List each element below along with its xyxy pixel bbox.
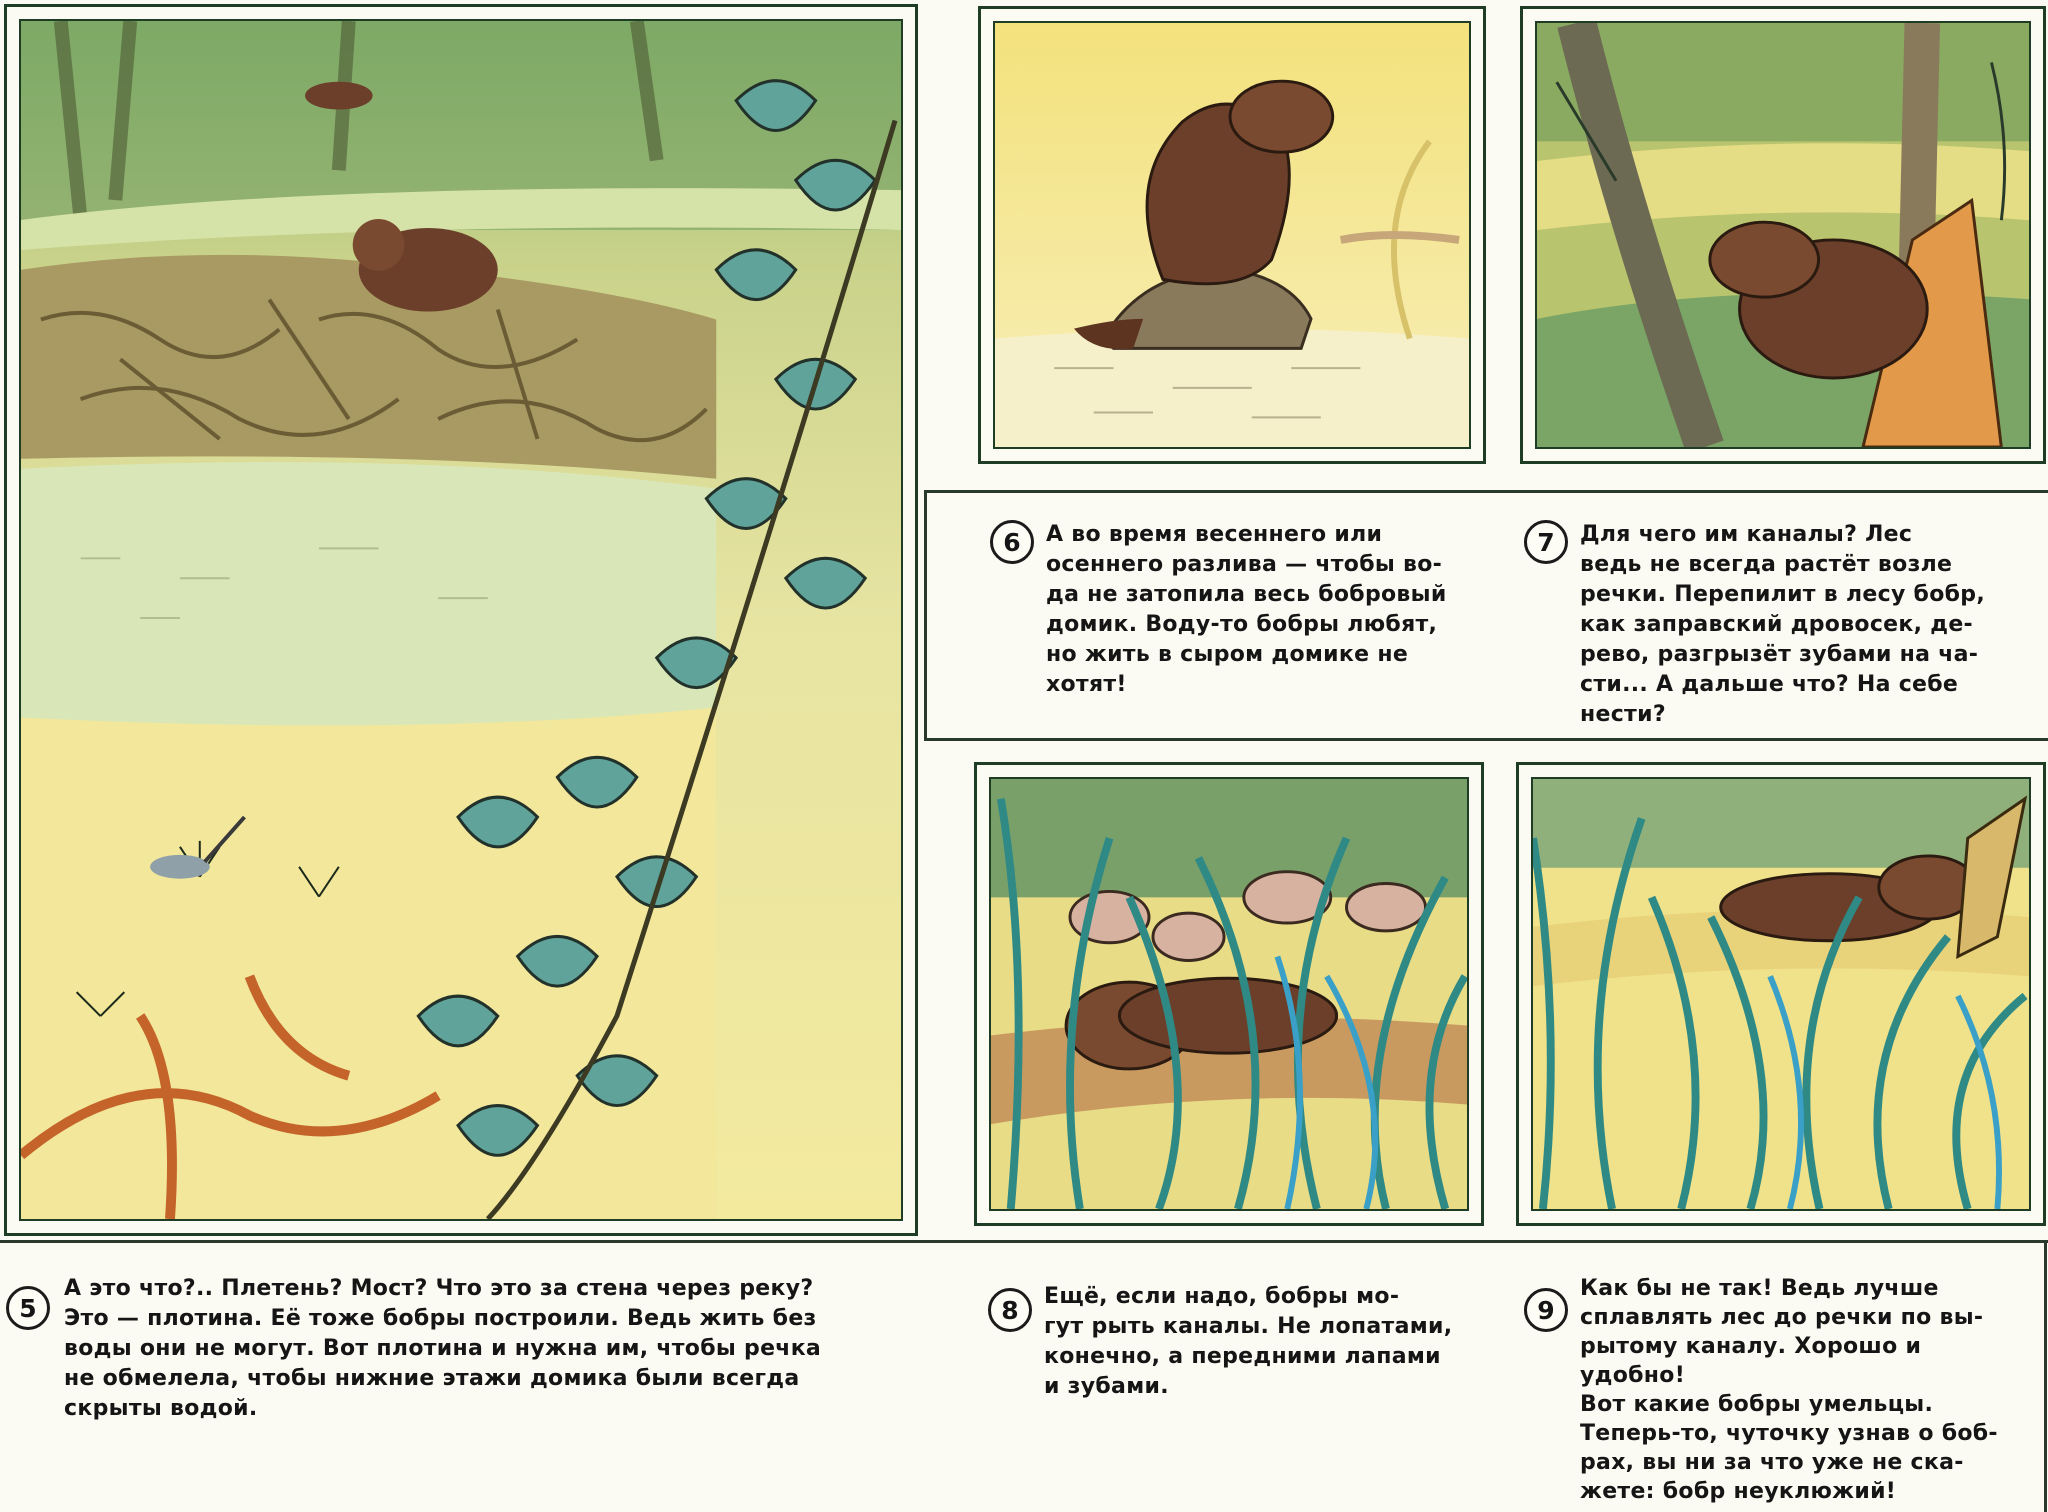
caption-7: [1524, 520, 2030, 730]
illustration-panel-6: [978, 6, 1486, 464]
illustration-dam-river: [19, 19, 903, 1221]
divider-top: [924, 490, 2048, 493]
caption-9-text: Как бы не так! Ведь лучше сплавлять лес до речки по вы- рытому каналу. Хорошо и удобно! Вот какие бобры умельцы. Теперь-то, чуточку узнав о боб- рах, вы ни за что уже не ска- жете: бобр неуклюжий!: [1580, 1276, 1998, 1504]
divider-left: [924, 490, 927, 741]
caption-6: [990, 520, 1498, 720]
panel-number-5: 5: [6, 1286, 50, 1330]
panel-number-7: 7: [1524, 520, 1568, 564]
divider-middle: [924, 738, 2048, 741]
illustration-panel-5: [4, 4, 918, 1236]
divider-bottom: [0, 1240, 2048, 1243]
illustration-panel-9: [1516, 762, 2046, 1226]
illustration-panel-7: [1520, 6, 2046, 464]
illustration-beaver-swimming-canal: [1531, 777, 2031, 1211]
illustration-beaver-on-stump: [993, 21, 1471, 449]
caption-5: [6, 1274, 918, 1474]
caption-6-text: А во время весеннего или осеннего разлива — чтобы во- да не затопила весь бобровый домик. Воду-то бобры любят, но жить в сыром домике не хотят!: [1046, 522, 1447, 697]
caption-9: [1524, 1274, 2036, 1510]
illustration-beaver-gnawing-tree: [1535, 21, 2031, 449]
caption-5-text: А это что?.. Плетень? Мост? Что это за стена через реку? Это — плотина. Её тоже бобры построили. Ведь жить без воды они не могут. Вот плотина и нужна им, чтобы речка не обмелела, чтобы нижние этажи домика были всегда скрыты водой.: [64, 1276, 822, 1421]
caption-7-text: Для чего им каналы? Лес ведь не всегда растёт возле речки. Перепилит в лесу бобр, как заправский дровосек, де- рево, разгрызёт зубами на ча- сти... А дальше что? На себе нести?: [1580, 522, 1985, 727]
panel-number-9: 9: [1524, 1288, 1568, 1332]
caption-8-text: Ещё, если надо, бобры мо- гут рыть каналы. Не лопатами, конечно, а передними лапами и зубами.: [1044, 1284, 1453, 1399]
illustration-panel-8: [974, 762, 1484, 1226]
illustration-beaver-in-grass: [989, 777, 1469, 1211]
caption-8: [988, 1282, 1488, 1432]
divider-right-edge: [2044, 1240, 2047, 1512]
panel-number-6: 6: [990, 520, 1034, 564]
panel-number-8: 8: [988, 1288, 1032, 1332]
